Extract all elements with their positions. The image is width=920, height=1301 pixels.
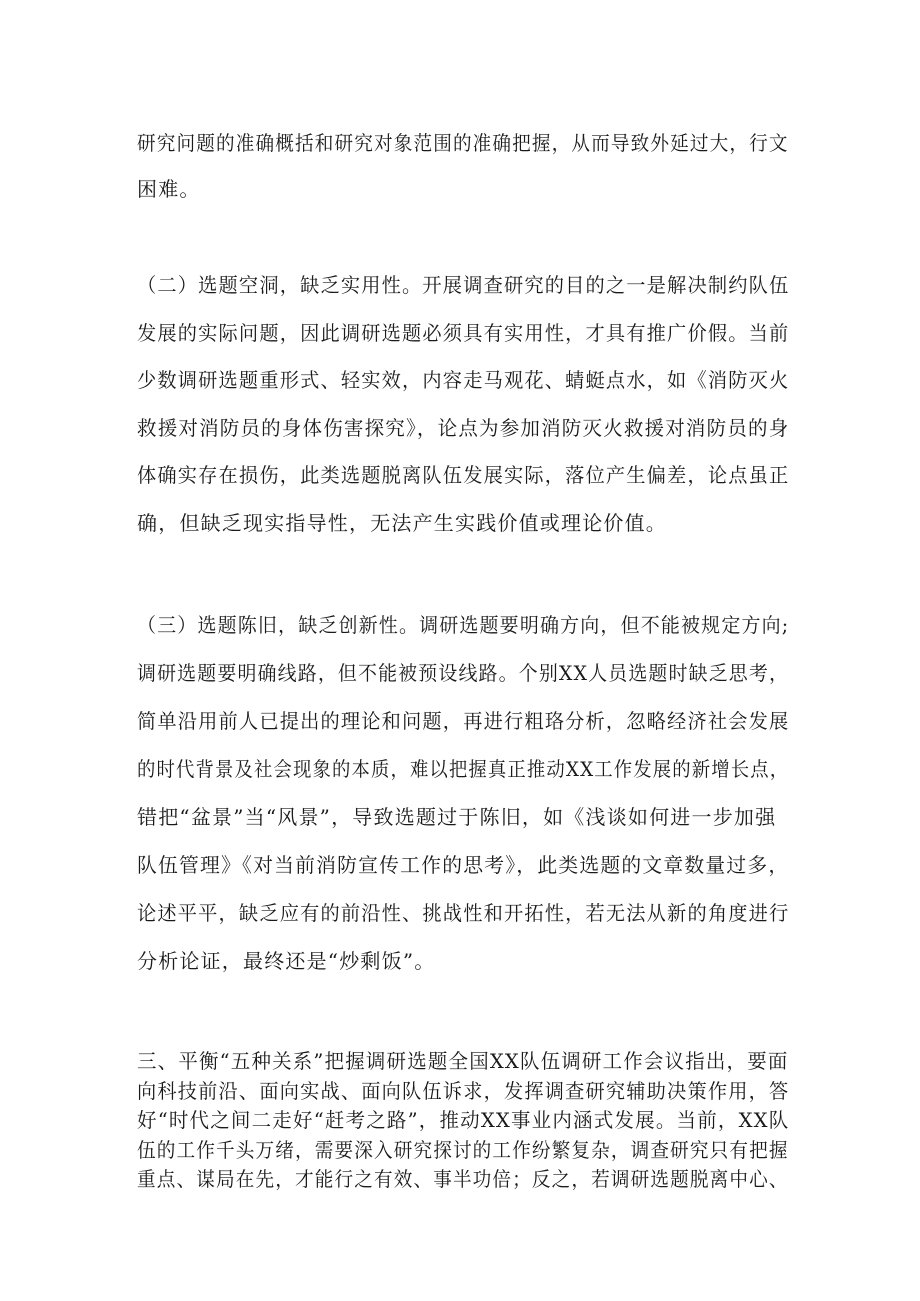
paragraph-heading-three: [137, 1047, 789, 1195]
text-line: 三、平衡“五种关系”把握调研选题全国XX队伍调研工作会议指出，要面: [137, 1049, 789, 1073]
text-line: 研究问题的准确概括和研究对象范围的准确把握，从而导致外延过大，行文: [137, 131, 789, 155]
text-line: 调研选题要明确线路，但不能被预设线路。个别XX人员选题时缺乏思考，: [137, 661, 790, 685]
paragraph-section-2: [137, 262, 789, 547]
text-line: 发展的实际问题，因此调研选题必须具有实用性，才具有推广价假。当前: [137, 320, 790, 345]
text-line: 论述平平，缺乏应有的前沿性、挑战性和开拓性，若无法从新的角度进行: [137, 901, 790, 925]
text-line: （三）选题陈旧，缺乏创新性。调研选题要明确方向，但不能被规定方向;: [137, 613, 790, 637]
text-line: 向科技前沿、面向实战、面向队伍诉求，发挥调查研究辅助决策作用，答: [137, 1078, 790, 1103]
text-line: 分析论证，最终还是“炒剩饭”。: [137, 949, 436, 973]
text-line: 队伍管理》《对当前消防宣传工作的思考》，此类选题的文章数量过多，: [137, 853, 790, 877]
text-line: 体确实存在损伤，此类选题脱离队伍发展实际，落位产生偏差，论点虽正: [137, 463, 790, 487]
text-line: 确，但缺乏现实指导性，无法产生实践价值或理论价值。: [137, 510, 667, 535]
text-line: 重点、谋局在先，才能行之有效、事半功倍；反之，若调研选题脱离中心、: [137, 1167, 789, 1191]
text-line: 困难。: [137, 177, 201, 201]
text-line: 好“时代之间二走好“赶考之路”，推动XX事业内涵式发展。当前，XX队: [137, 1108, 790, 1132]
text-line: （二）选题空洞，缺乏实用性。开展调查研究的目的之一是解决制约队伍: [137, 273, 790, 297]
text-line: 少数调研选题重形式、轻实效，内容走马观花、蜻蜓点水，如《消防灭火: [137, 368, 790, 392]
text-line: 救援对消防员的身体伤害探究》，论点为参加消防灭火救援对消防员的身: [137, 415, 790, 440]
text-line: 简单沿用前人已提出的理论和问题，再进行粗珞分析，忽略经济社会发展: [137, 709, 790, 733]
paragraph-continuation: [137, 120, 789, 212]
paragraph-section-3: [137, 601, 789, 985]
text-line: 伍的工作千头万绪，需要深入研究探讨的工作纷繁复杂，调查研究只有把握: [137, 1137, 789, 1162]
text-line: 的时代背景及社会现象的本质，难以把握真正推动XX工作发展的新增长点，: [137, 757, 790, 781]
text-line: 错把“盆景”当“风景”，导致选题过于陈旧，如《浅谈如何进一步加强: [137, 805, 777, 829]
